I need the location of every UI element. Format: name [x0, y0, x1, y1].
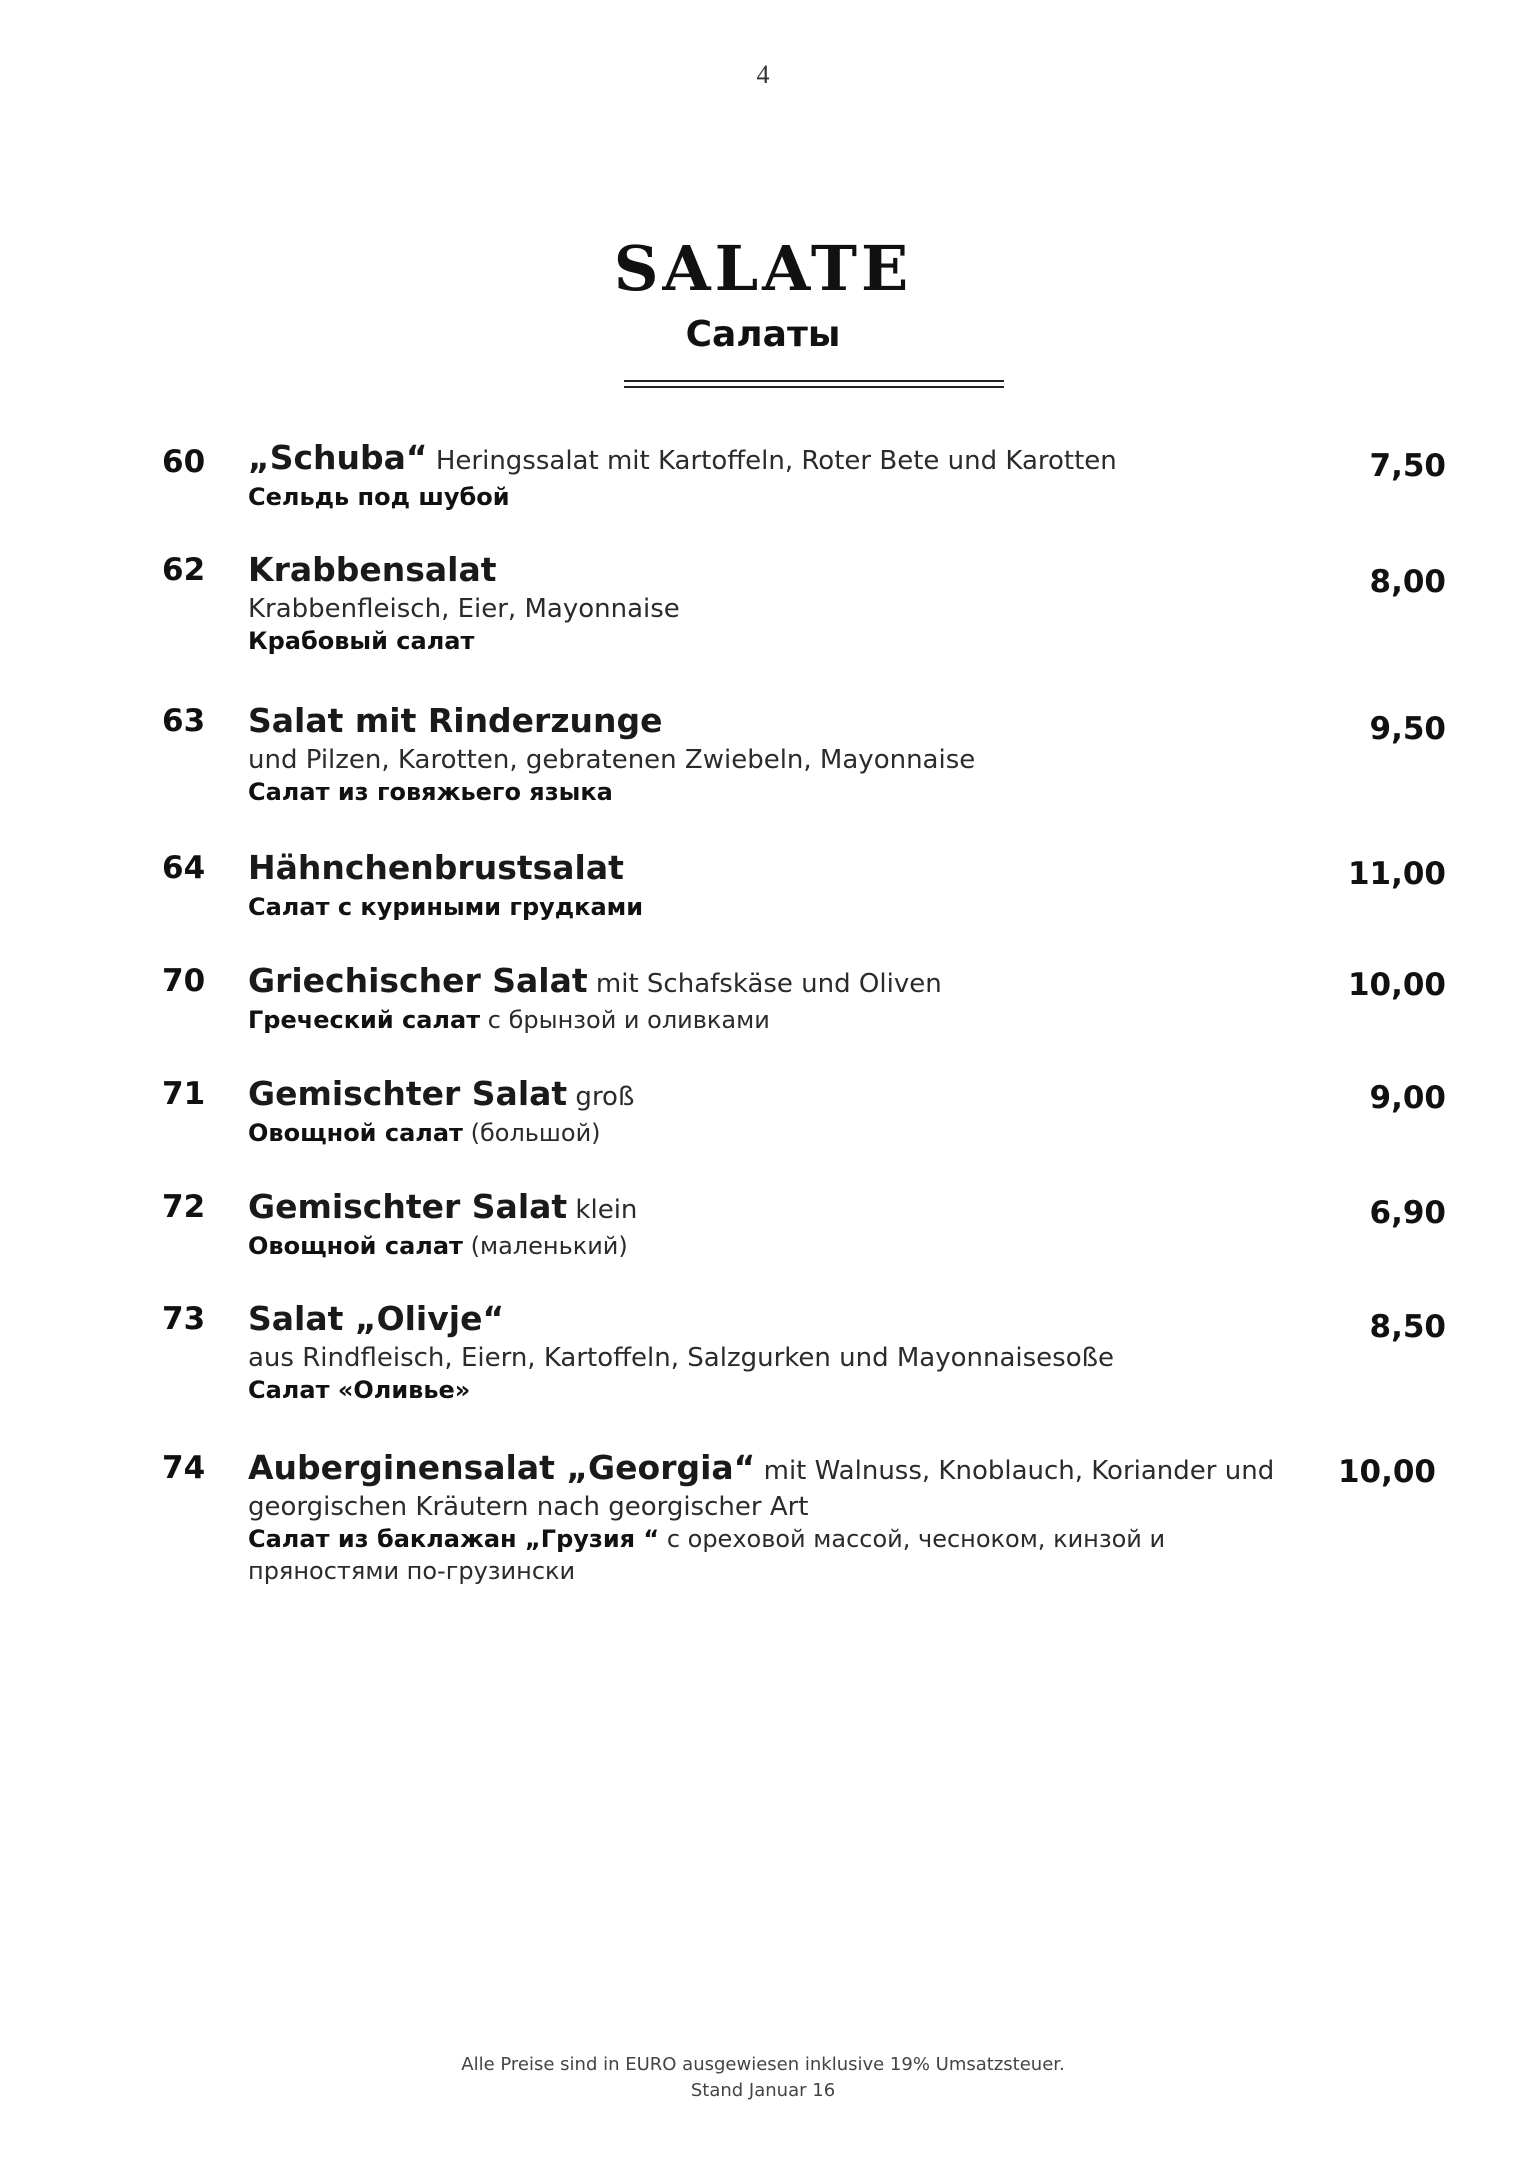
item-name: Salat „Olivje“	[248, 1299, 505, 1338]
footer-note	[0, 2052, 1526, 2104]
item-name-ru: Овощной салат	[248, 1119, 463, 1147]
item-description: klein	[567, 1195, 638, 1225]
item-body	[248, 1074, 1308, 1149]
item-description: aus Rindfleisch, Eiern, Kartoffeln, Salzgurken und Mayonnaisesoße	[248, 1343, 1114, 1373]
item-name-ru: Салат из баклажан „Грузия “	[248, 1525, 660, 1553]
item-body	[248, 1299, 1308, 1406]
section-subtitle: Салаты	[685, 314, 841, 355]
item-name-ru: Овощной салат	[248, 1232, 463, 1260]
item-number: 72	[162, 1189, 206, 1225]
footer-vat-note: Alle Preise sind in EURO ausgewiesen inklusive 19% Umsatzsteuer.	[461, 2054, 1065, 2075]
item-name: Gemischter Salat	[248, 1187, 568, 1226]
title-divider	[624, 380, 1004, 394]
item-number: 70	[162, 963, 206, 999]
item-body	[248, 438, 1308, 513]
item-number: 71	[162, 1076, 206, 1112]
item-name: Auberginensalat „Georgia“	[248, 1448, 756, 1487]
item-number: 64	[162, 850, 206, 886]
item-name-ru: Салат с куриными грудками	[248, 893, 644, 921]
item-number: 60	[162, 444, 206, 480]
item-number: 63	[162, 703, 206, 739]
item-description-ru: (маленький)	[462, 1232, 628, 1260]
item-name-ru: Сельдь под шубой	[248, 483, 510, 511]
item-body	[248, 550, 1308, 657]
item-name-ru: Крабовый салат	[248, 627, 475, 655]
item-description-ru: с брынзой и оливками	[480, 1006, 770, 1034]
item-description: groß	[567, 1082, 635, 1112]
item-name: Gemischter Salat	[248, 1074, 568, 1113]
item-price: 6,90	[1369, 1195, 1446, 1231]
item-name: Griechischer Salat	[248, 961, 588, 1000]
item-name: Hähnchenbrustsalat	[248, 848, 624, 887]
item-price: 8,50	[1369, 1309, 1446, 1345]
item-price: 9,50	[1369, 711, 1446, 747]
item-description: mit Walnuss, Knoblauch, Koriander und	[755, 1456, 1275, 1486]
item-price: 10,00	[1337, 1454, 1436, 1490]
item-body	[248, 1448, 1308, 1587]
item-body	[248, 1187, 1308, 1262]
item-name: Krabbensalat	[248, 550, 497, 589]
item-description: Krabbenfleisch, Eier, Mayonnaise	[248, 594, 680, 624]
item-number: 73	[162, 1301, 206, 1337]
item-price: 10,00	[1347, 967, 1446, 1003]
item-price: 9,00	[1369, 1080, 1446, 1116]
section-title: SALATE	[613, 232, 913, 305]
item-name: Salat mit Rinderzunge	[248, 701, 663, 740]
item-number: 62	[162, 552, 206, 588]
item-name-ru: Салат «Оливье»	[248, 1376, 471, 1404]
item-price: 11,00	[1347, 856, 1446, 892]
item-description: mit Schafskäse und Oliven	[587, 969, 942, 999]
item-name: „Schuba“	[248, 438, 428, 477]
item-description: Heringssalat mit Kartoffeln, Roter Bete und Karotten	[427, 446, 1117, 476]
item-description-ru-cont: пряностями по-грузински	[248, 1557, 576, 1585]
page-number: 4	[756, 60, 770, 89]
item-body	[248, 961, 1308, 1036]
item-description: und Pilzen, Karotten, gebratenen Zwiebeln, Mayonnaise	[248, 745, 976, 775]
item-price: 8,00	[1369, 564, 1446, 600]
item-price: 7,50	[1369, 448, 1446, 484]
item-name-ru: Салат из говяжьего языка	[248, 778, 613, 806]
item-description-ru: с ореховой массой, чесноком, кинзой и	[659, 1525, 1166, 1553]
item-body	[248, 848, 1308, 923]
item-description-cont: georgischen Kräutern nach georgischer Art	[248, 1492, 809, 1522]
item-name-ru: Греческий салат	[248, 1006, 481, 1034]
item-description-ru: (большой)	[462, 1119, 601, 1147]
item-body	[248, 701, 1308, 808]
item-number: 74	[162, 1450, 206, 1486]
footer-date: Stand Januar 16	[690, 2080, 836, 2101]
